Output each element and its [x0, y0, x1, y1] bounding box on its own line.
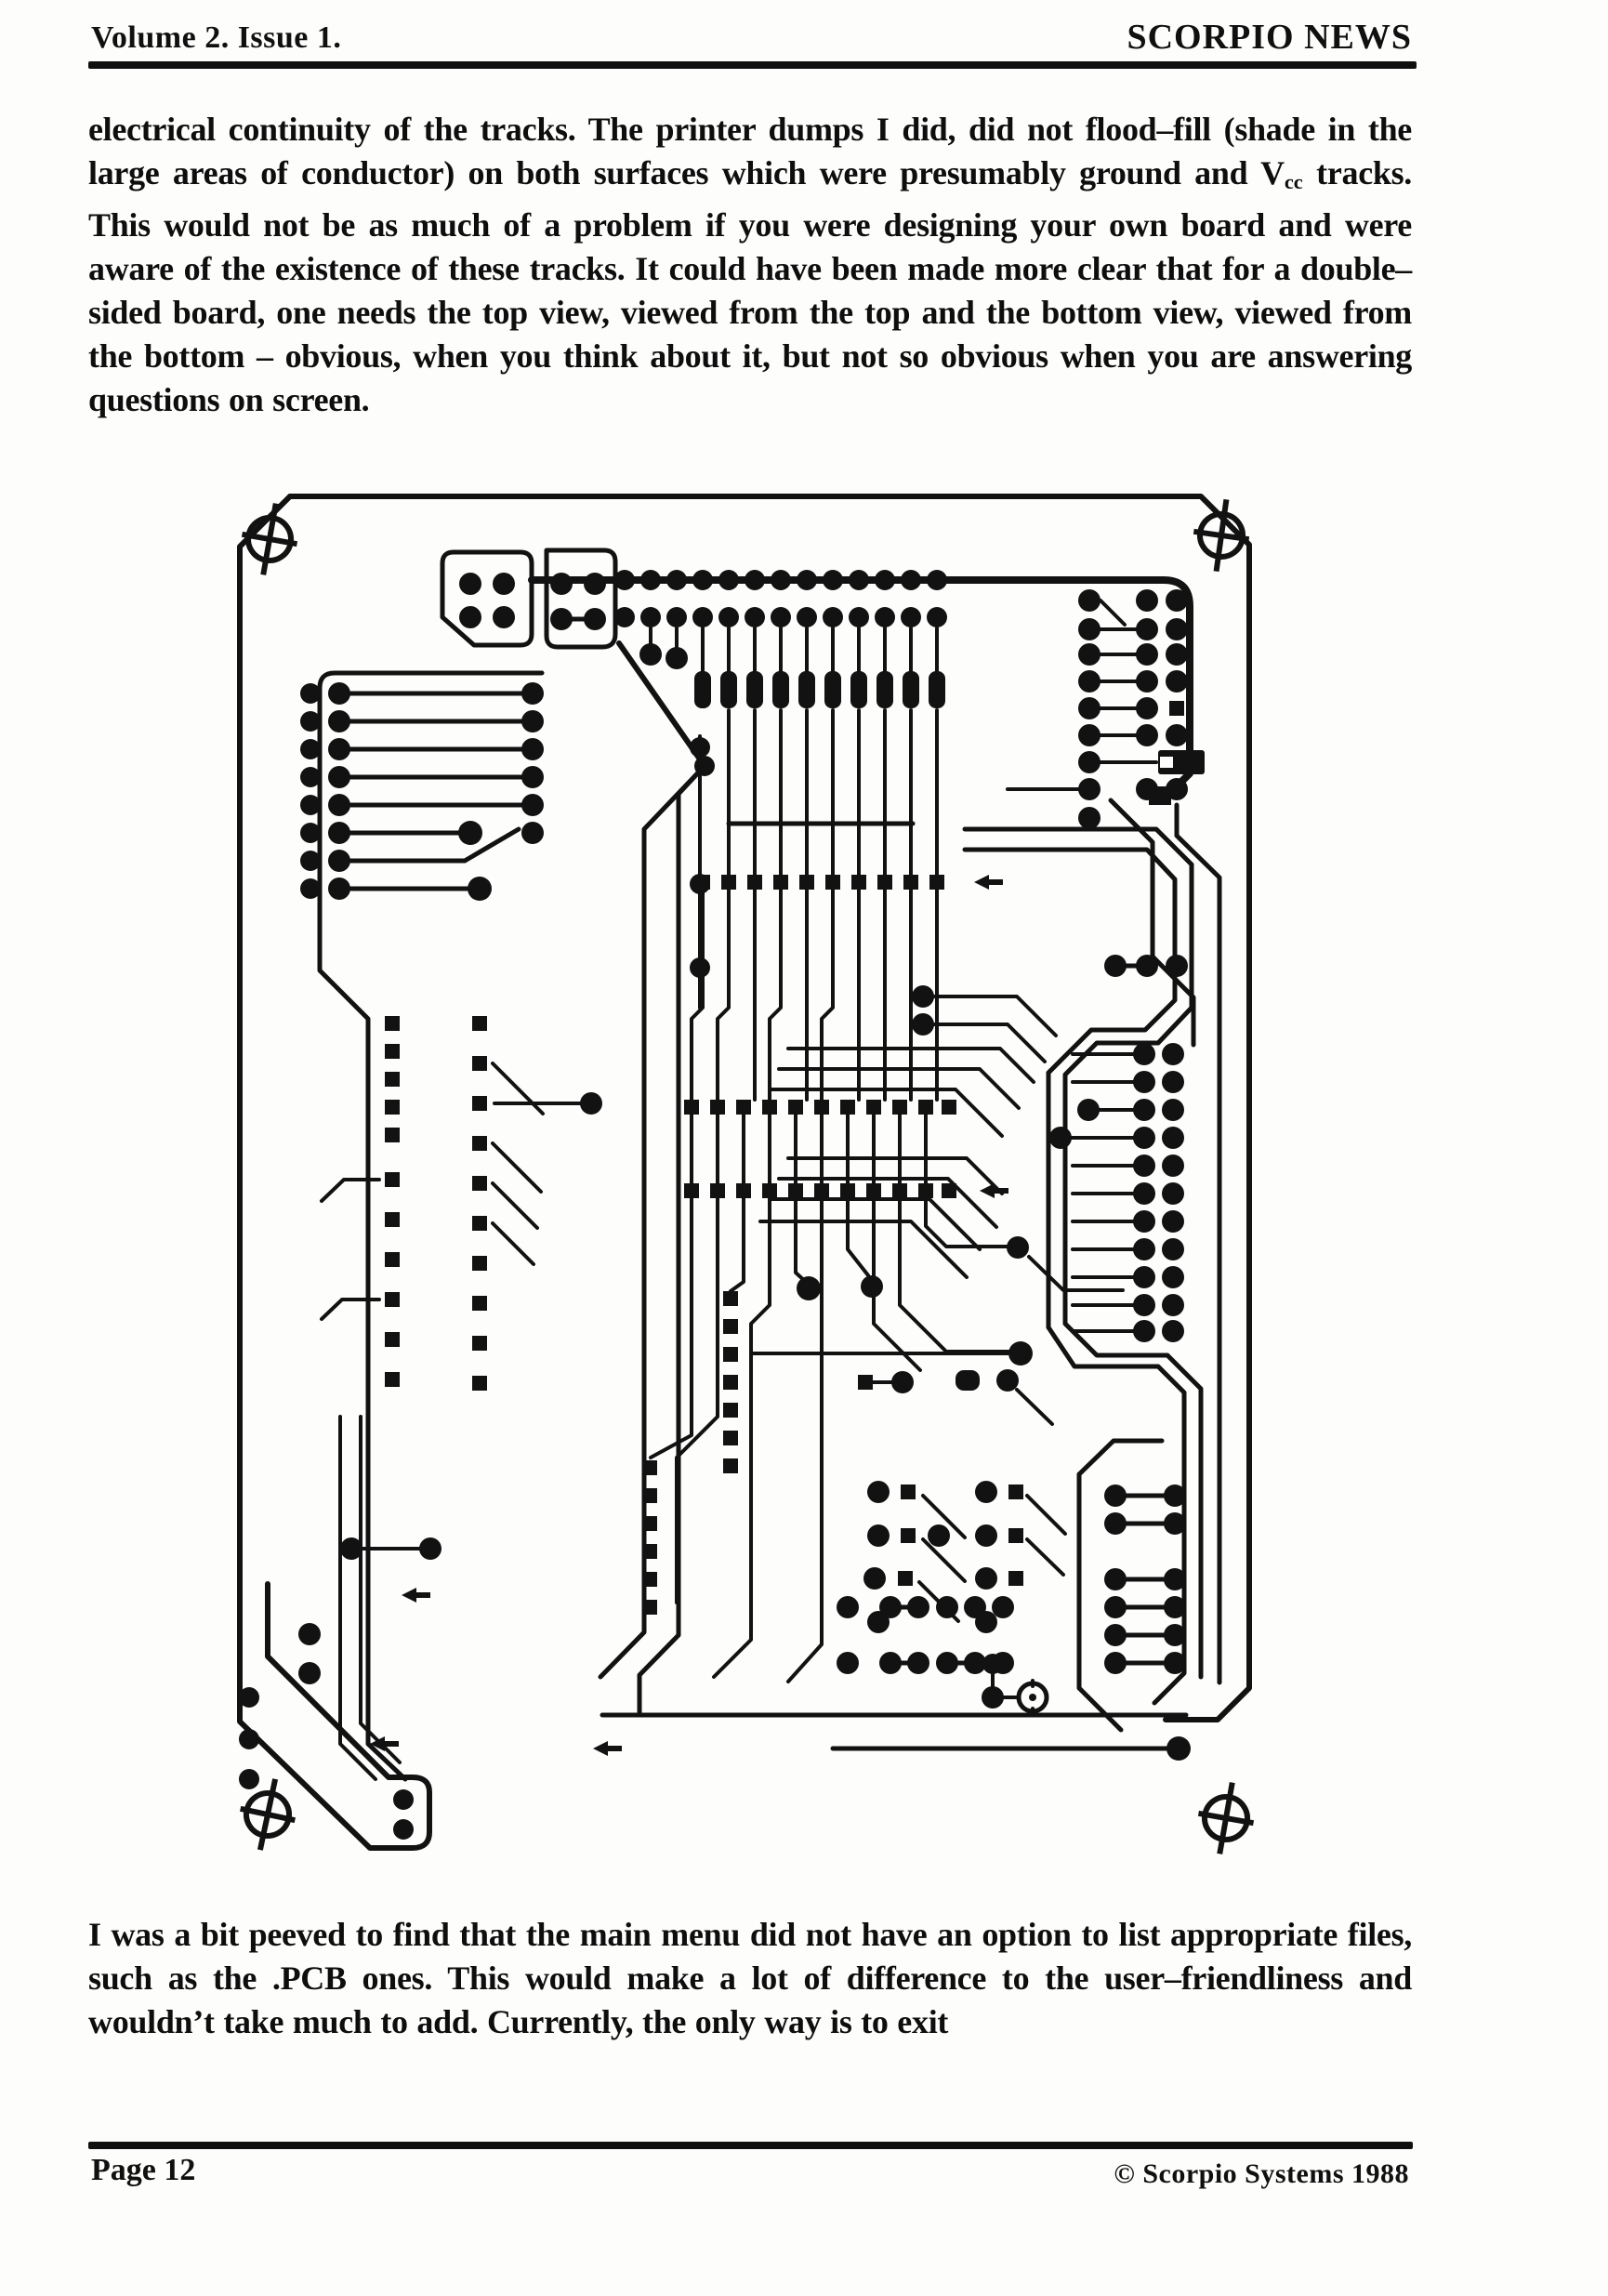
pcb-diagram [231, 487, 1259, 1872]
paragraph1-text-a: electrical continuity of the tracks. The printer dumps I did, did not flood–fill (shade in the large areas of conductor) on both surfaces which were presumably ground and V [88, 111, 1412, 191]
vcc-subscript: cc [1284, 169, 1303, 193]
body-paragraph-2: I was a bit peeved to find that the main menu did not have an option to list appropriate files, such as the .PCB ones. This would make a lot of difference to the user–friendliness and wouldn’t take much to add. Currently, the only way is to exit [88, 1916, 1412, 2040]
left-component-block [300, 673, 544, 1779]
lower-left-region [239, 1016, 602, 1840]
header-rule [88, 61, 1417, 69]
body-paragraph-1 [88, 108, 1412, 422]
footer-rule [88, 2142, 1413, 2149]
masthead-title: SCORPIO NEWS [1127, 18, 1412, 57]
copyright-notice: © Scorpio Systems 1988 [1114, 2158, 1409, 2189]
issue-label: Volume 2. Issue 1. [91, 20, 342, 55]
mid-right-cluster [837, 1481, 1065, 1674]
paragraph1-text-b: tracks. This would not be as much of a problem if you were designing your own board and were aware of the existence of these tracks. It could have been made more clear that for a double–sided board, one needs the top view, viewed from the top and the bottom view, viewed from the bottom – obvious, when you think about it, but not so obvious when you are answering questions on screen. [88, 154, 1413, 418]
routing-loops [965, 829, 1201, 1703]
top-connector [442, 550, 1190, 805]
page-number: Page 12 [91, 2153, 196, 2187]
pcb-layout-figure [231, 487, 1259, 1872]
